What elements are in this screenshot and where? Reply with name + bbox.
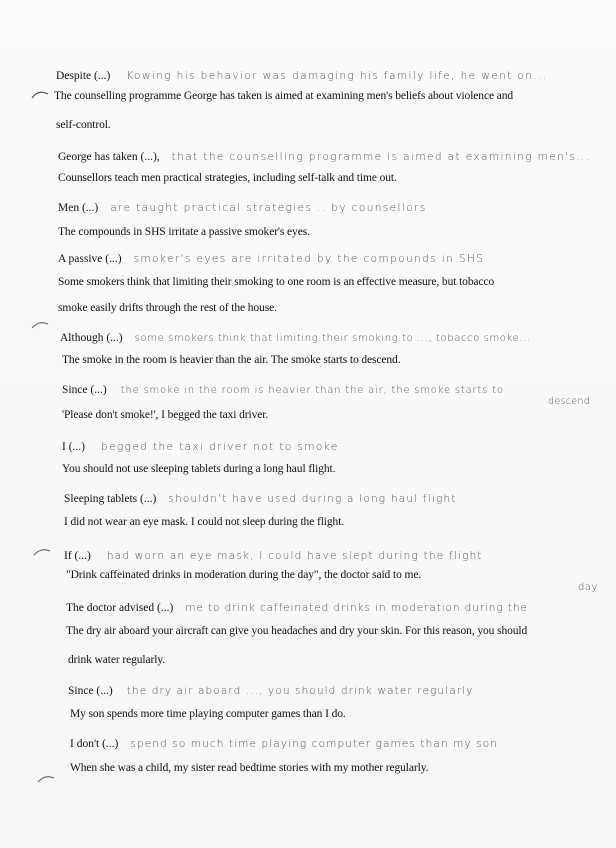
handwritten-answer: day (578, 582, 598, 593)
prompt-text: Since (...) (68, 685, 113, 697)
handwritten-answer: me to drink caffeinated drinks in moderation during the (185, 602, 528, 614)
prompt-text: A passive (...) (58, 253, 122, 265)
handwritten-answer: shouldn't have used during a long haul flight (168, 493, 457, 505)
printed-sentence: The compounds in SHS irritate a passive smoker's eyes. (58, 226, 310, 238)
printed-sentence: drink water regularly. (68, 654, 165, 666)
handwritten-answer: the dry air aboard ..., you should drink water regularly (126, 685, 474, 697)
prompt-text: I don't (...) (70, 738, 119, 750)
margin-mark-1 (30, 88, 52, 102)
printed-sentence: The counselling programme George has taken is aimed at examining men's beliefs about violence and (54, 90, 514, 102)
handwritten-answer: spend so much time playing computer games than my son (130, 738, 499, 750)
handwritten-answer: some smokers think that limiting their smoking to ..., tobacco smoke... (134, 333, 531, 344)
prompt-text: Men (...) (58, 202, 99, 214)
margin-mark-4 (36, 772, 58, 786)
handwritten-answer: smoker's eyes are irritated by the compounds in SHS (133, 253, 485, 265)
handwritten-answer: descend (548, 396, 591, 407)
printed-sentence: 'Please don't smoke!', I begged the taxi driver. (62, 409, 269, 421)
printed-sentence: smoke easily drifts through the rest of the house. (58, 302, 277, 314)
printed-sentence: When she was a child, my sister read bedtime stories with my mother regularly. (70, 762, 429, 774)
printed-sentence: Some smokers think that limiting their smoking to one room is an effective measure, but tobacco (58, 276, 495, 288)
exercise-line (64, 546, 483, 564)
exercise-line (58, 147, 591, 165)
exercise-line (62, 380, 504, 398)
exercise-line (58, 249, 484, 267)
handwritten-answer: are taught practical strategies .. by counsellors (110, 202, 427, 214)
printed-sentence: I did not wear an eye mask. I could not sleep during the flight. (64, 516, 345, 528)
exercise-line (62, 437, 339, 455)
prompt-text: George has taken (...), (58, 151, 160, 163)
prompt-text: Sleeping tablets (...) (64, 493, 157, 505)
margin-mark-2 (30, 318, 52, 332)
exercise-line (56, 66, 547, 84)
handwritten-answer: that the counselling programme is aimed at examining men's... (171, 151, 591, 163)
prompt-text: Since (...) (62, 384, 107, 396)
printed-sentence: The smoke in the room is heavier than the air. The smoke starts to descend. (62, 354, 401, 366)
exercise-line (66, 598, 528, 616)
printed-sentence: The dry air aboard your aircraft can give you headaches and dry your skin. For this reason, you should (66, 625, 528, 637)
exercise-line (70, 734, 498, 752)
prompt-text: Despite (...) (56, 70, 111, 82)
handwritten-answer: begged the taxi driver not to smoke (101, 441, 339, 453)
prompt-text: If (...) (64, 550, 91, 562)
prompt-text: I (...) (62, 441, 85, 453)
exercise-line (60, 328, 531, 346)
handwritten-answer: had worn an eye mask, I could have slept during the flight (106, 550, 483, 562)
printed-sentence: My son spends more time playing computer games than I do. (70, 708, 346, 720)
exercise-line (58, 198, 427, 216)
handwritten-answer: Kowing his behavior was damaging his family life, he went on... (126, 70, 548, 82)
margin-mark-3 (32, 545, 54, 559)
printed-sentence: self-control. (56, 119, 111, 131)
prompt-text: Although (...) (60, 332, 123, 344)
prompt-text: The doctor advised (...) (66, 602, 174, 614)
printed-sentence: You should not use sleeping tablets during a long haul flight. (62, 463, 336, 475)
exercise-line (68, 681, 474, 699)
printed-sentence: "Drink caffeinated drinks in moderation during the day", the doctor said to me. (66, 569, 422, 581)
exercise-line (64, 489, 457, 507)
printed-sentence: Counsellors teach men practical strategies, including self-talk and time out. (58, 172, 397, 184)
handwritten-answer: the smoke in the room is heavier than the air, the smoke starts to (120, 385, 504, 396)
